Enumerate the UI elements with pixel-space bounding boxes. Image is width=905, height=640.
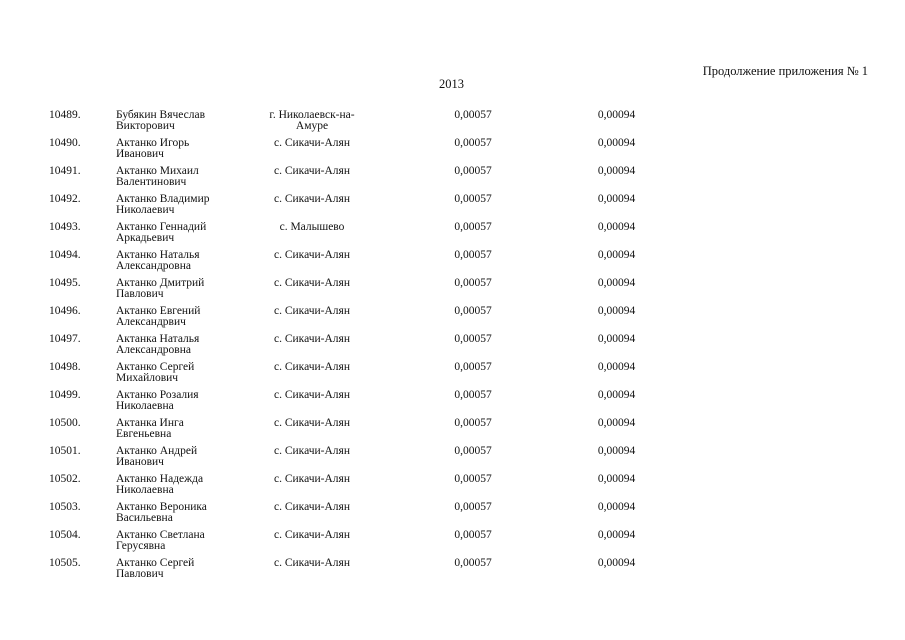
person-name-line: Павлович [116, 568, 164, 580]
value-2: 0,00094 [597, 557, 636, 569]
row-number: 10504. [49, 529, 81, 541]
person-name-line: Евгеньевна [116, 428, 172, 440]
person-name-line: Актанко Надежда [116, 473, 204, 485]
locality-line: Амуре [295, 120, 329, 132]
table-row [42, 362, 665, 390]
locality-line: с. Малышево [279, 221, 345, 233]
value-2: 0,00094 [597, 165, 636, 177]
locality-line: с. Сикачи-Алян [274, 333, 350, 345]
locality-line: г. Николаевск-на- [269, 109, 355, 121]
table-row [42, 334, 665, 362]
person-name-line: Аркадьевич [116, 232, 175, 244]
table-row [42, 138, 665, 166]
person-name-line: Актанко Игорь [116, 137, 190, 149]
value-1: 0,00057 [454, 137, 492, 149]
person-name-line: Николаевна [116, 400, 174, 412]
person-name [116, 306, 246, 334]
person-name-line: Актанко Евгений [116, 305, 201, 317]
value-2: 0,00094 [597, 389, 636, 401]
value-1: 0,00057 [454, 361, 492, 373]
value-1: 0,00057 [454, 557, 492, 569]
row-number: 10498. [49, 361, 81, 373]
locality [246, 110, 378, 138]
locality [246, 334, 378, 362]
person-name-line: Актанко Наталья [116, 249, 200, 261]
person-name [116, 474, 246, 502]
locality [246, 194, 378, 222]
value-1: 0,00057 [454, 389, 492, 401]
value-2: 0,00094 [597, 109, 636, 121]
document-year [0, 77, 905, 92]
person-name-line: Актанко Андрей [116, 445, 198, 457]
value-1: 0,00057 [454, 221, 492, 233]
table-row [42, 110, 665, 138]
locality [246, 474, 378, 502]
row-number: 10491. [49, 165, 81, 177]
table-row [42, 418, 665, 446]
locality [246, 250, 378, 278]
person-name [116, 250, 246, 278]
value-2: 0,00094 [597, 501, 636, 513]
person-name-line: Актанко Владимир [116, 193, 210, 205]
locality-line: с. Сикачи-Алян [274, 473, 350, 485]
value-2: 0,00094 [597, 361, 636, 373]
person-name [116, 222, 246, 250]
person-name-line: Александрвич [116, 316, 186, 328]
value-2: 0,00094 [597, 221, 636, 233]
person-name [116, 110, 246, 138]
locality [246, 446, 378, 474]
value-1: 0,00057 [454, 501, 492, 513]
value-2: 0,00094 [597, 445, 636, 457]
row-number: 10489. [49, 109, 81, 121]
person-name [116, 418, 246, 446]
continuation-label: Продолжение приложения № 1 [702, 64, 868, 78]
locality [246, 558, 378, 586]
person-name [116, 390, 246, 418]
table-row [42, 558, 665, 586]
locality-line: с. Сикачи-Алян [274, 249, 350, 261]
person-name-line: Валентинович [116, 176, 187, 188]
locality [246, 362, 378, 390]
row-number: 10500. [49, 417, 81, 429]
person-name [116, 558, 246, 586]
locality-line: с. Сикачи-Алян [274, 501, 350, 513]
person-name-line: Актанко Сергей [116, 557, 195, 569]
locality-line: с. Сикачи-Алян [274, 445, 350, 457]
locality [246, 306, 378, 334]
locality [246, 138, 378, 166]
table-row [42, 250, 665, 278]
person-name-line: Актанко Светлана [116, 529, 205, 541]
table-row [42, 194, 665, 222]
locality [246, 390, 378, 418]
person-name-line: Михайлович [116, 372, 179, 384]
value-1: 0,00057 [454, 193, 492, 205]
person-name-line: Николаевич [116, 204, 175, 216]
person-name-line: Актанко Геннадий [116, 221, 207, 233]
locality [246, 278, 378, 306]
value-2: 0,00094 [597, 417, 636, 429]
value-1: 0,00057 [454, 445, 492, 457]
table-row [42, 166, 665, 194]
locality-line: с. Сикачи-Алян [274, 361, 350, 373]
value-2: 0,00094 [597, 249, 636, 261]
person-name-line: Актанко Сергей [116, 361, 195, 373]
person-name-line: Николаевна [116, 484, 174, 496]
value-1: 0,00057 [454, 109, 492, 121]
value-2: 0,00094 [597, 137, 636, 149]
locality [246, 530, 378, 558]
locality-line: с. Сикачи-Алян [274, 277, 350, 289]
locality [246, 222, 378, 250]
value-1: 0,00057 [454, 165, 492, 177]
value-1: 0,00057 [454, 417, 492, 429]
locality-line: с. Сикачи-Алян [274, 529, 350, 541]
row-number: 10502. [49, 473, 81, 485]
value-2: 0,00094 [597, 529, 636, 541]
locality [246, 418, 378, 446]
person-name-line: Викторович [116, 120, 175, 132]
person-name-line: Иванович [116, 148, 164, 160]
person-name-line: Актанко Дмитрий [116, 277, 205, 289]
person-name [116, 362, 246, 390]
person-name [116, 194, 246, 222]
locality [246, 502, 378, 530]
locality-line: с. Сикачи-Алян [274, 417, 350, 429]
locality-line: с. Сикачи-Алян [274, 389, 350, 401]
locality-line: с. Сикачи-Алян [274, 557, 350, 569]
value-2: 0,00094 [597, 473, 636, 485]
row-number: 10497. [49, 333, 81, 345]
person-name-line: Актанко Розалия [116, 389, 199, 401]
person-name [116, 334, 246, 362]
value-2: 0,00094 [597, 333, 636, 345]
value-1: 0,00057 [454, 333, 492, 345]
year-text: 2013 [439, 77, 464, 91]
value-1: 0,00057 [454, 249, 492, 261]
table-row [42, 474, 665, 502]
person-name-line: Иванович [116, 456, 164, 468]
person-name-line: Васильевна [116, 512, 173, 524]
table-row [42, 390, 665, 418]
table-row [42, 530, 665, 558]
value-1: 0,00057 [454, 529, 492, 541]
locality-line: с. Сикачи-Алян [274, 137, 350, 149]
table-row [42, 222, 665, 250]
value-2: 0,00094 [597, 305, 636, 317]
person-name [116, 530, 246, 558]
row-number: 10499. [49, 389, 81, 401]
person-name-line: Павлович [116, 288, 164, 300]
value-1: 0,00057 [454, 305, 492, 317]
person-name [116, 446, 246, 474]
row-number: 10505. [49, 557, 81, 569]
person-name [116, 502, 246, 530]
row-number: 10501. [49, 445, 81, 457]
row-number: 10490. [49, 137, 81, 149]
person-name-line: Александровна [116, 344, 191, 356]
value-1: 0,00057 [454, 277, 492, 289]
table-row [42, 446, 665, 474]
value-2: 0,00094 [597, 193, 636, 205]
table-row [42, 278, 665, 306]
row-number: 10495. [49, 277, 81, 289]
person-name-line: Актанка Инга [116, 417, 184, 429]
person-name [116, 166, 246, 194]
table-row [42, 502, 665, 530]
person-name [116, 278, 246, 306]
locality-line: с. Сикачи-Алян [274, 305, 350, 317]
row-number: 10503. [49, 501, 81, 513]
person-name [116, 138, 246, 166]
locality-line: с. Сикачи-Алян [274, 193, 350, 205]
person-name-line: Актанка Наталья [116, 333, 200, 345]
row-number: 10492. [49, 193, 81, 205]
value-1: 0,00057 [454, 473, 492, 485]
locality [246, 166, 378, 194]
person-name-line: Герусявна [116, 540, 166, 552]
row-number: 10496. [49, 305, 81, 317]
table-row [42, 306, 665, 334]
value-2: 0,00094 [597, 277, 636, 289]
person-name-line: Бубякин Вячеслав [116, 109, 206, 121]
row-number: 10494. [49, 249, 81, 261]
person-name-line: Актанко Вероника [116, 501, 207, 513]
locality-line: с. Сикачи-Алян [274, 165, 350, 177]
person-name-line: Актанко Михаил [116, 165, 199, 177]
recipients-table [42, 110, 665, 586]
person-name-line: Александровна [116, 260, 191, 272]
row-number: 10493. [49, 221, 81, 233]
